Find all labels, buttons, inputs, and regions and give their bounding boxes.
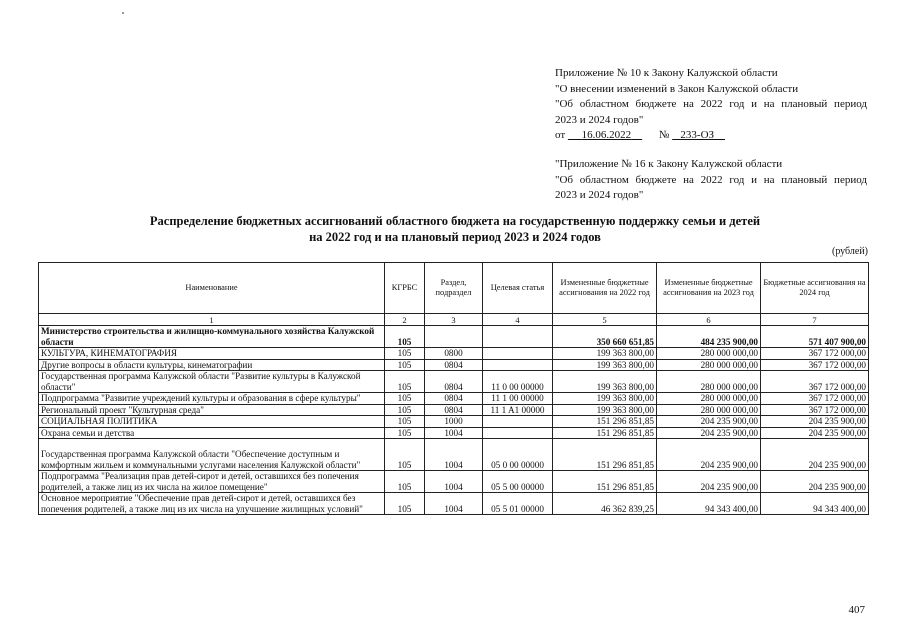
row-kgrbs: 105 — [385, 371, 425, 393]
row-2023: 280 000 000,00 — [657, 404, 761, 416]
column-number: 5 — [553, 314, 657, 326]
unit-label: (рублей) — [831, 246, 868, 257]
row-2023: 204 235 900,00 — [657, 471, 761, 493]
row-2024: 204 235 900,00 — [761, 416, 869, 428]
row-2023: 280 000 000,00 — [657, 393, 761, 405]
row-2024: 367 172 000,00 — [761, 371, 869, 393]
annex-original-line1: "Приложение № 16 к Закону Калужской области — [555, 158, 783, 170]
column-number: 2 — [385, 314, 425, 326]
column-number: 3 — [425, 314, 483, 326]
row-2024: 367 172 000,00 — [761, 359, 869, 371]
row-2023: 484 235 900,00 — [657, 326, 761, 348]
row-2022: 199 363 800,00 — [553, 393, 657, 405]
row-name: Охрана семьи и детства — [39, 427, 385, 439]
table-row — [39, 348, 869, 360]
row-name: Подпрограмма "Развитие учреждений культуры и образования в сфере культуры" — [39, 393, 385, 405]
header-2024: Бюджетные ассигнования на 2024 год — [761, 263, 869, 314]
row-section: 1004 — [425, 471, 483, 493]
row-target — [483, 427, 553, 439]
annex-current-line4: 2023 и 2024 годов" — [555, 113, 644, 126]
row-2022: 151 296 851,85 — [553, 471, 657, 493]
scan-speck — [122, 12, 124, 14]
row-name: КУЛЬТУРА, КИНЕМАТОГРАФИЯ — [39, 348, 385, 360]
row-kgrbs: 105 — [385, 416, 425, 428]
annex-original-line3: 2023 и 2024 годов" — [555, 189, 644, 201]
page-number: 407 — [848, 604, 865, 616]
annex-current-line1: Приложение № 10 к Закону Калужской области — [555, 67, 778, 79]
row-section — [425, 326, 483, 348]
annex-number: 233-ОЗ — [680, 129, 715, 141]
row-section: 1004 — [425, 493, 483, 515]
column-number: 1 — [39, 314, 385, 326]
table-row — [39, 427, 869, 439]
row-name: Подпрограмма "Реализация прав детей-сирот и детей, оставшихся без попечения родителей, а также лиц из их числа на жилое помещение" — [39, 471, 385, 493]
table-row — [39, 439, 869, 471]
row-kgrbs: 105 — [385, 471, 425, 493]
table-row — [39, 493, 869, 515]
row-2024: 571 407 900,00 — [761, 326, 869, 348]
column-number: 7 — [761, 314, 869, 326]
row-2022: 151 296 851,85 — [553, 439, 657, 471]
table-row — [39, 416, 869, 428]
header-2023: Измененные бюджетные ассигнования на 2023 год — [657, 263, 761, 314]
row-target — [483, 359, 553, 371]
table-row — [39, 471, 869, 493]
annex-current-line3: "Об областном бюджете на 2022 год и на плановый период — [555, 98, 867, 110]
number-prefix: № — [658, 129, 670, 141]
row-name: Основное мероприятие "Обеспечение прав детей-сирот и детей, оставшихся без попечения родителей, а также лиц из их числа на улучшение жилищных условий" — [39, 493, 385, 515]
row-target: 05 0 00 00000 — [483, 439, 553, 471]
column-number: 4 — [483, 314, 553, 326]
row-2024: 94 343 400,00 — [761, 493, 869, 515]
row-name: СОЦИАЛЬНАЯ ПОЛИТИКА — [39, 416, 385, 428]
row-2023: 280 000 000,00 — [657, 371, 761, 393]
row-2022: 199 363 800,00 — [553, 359, 657, 371]
row-2024: 367 172 000,00 — [761, 404, 869, 416]
row-section: 0804 — [425, 404, 483, 416]
title-line2: на 2022 год и на плановый период 2023 и 2024 годов — [309, 230, 601, 244]
row-name: Региональный проект "Культурная среда" — [39, 404, 385, 416]
row-2022: 199 363 800,00 — [553, 348, 657, 360]
table-row — [39, 371, 869, 393]
row-target — [483, 348, 553, 360]
row-section: 0804 — [425, 359, 483, 371]
row-2023: 280 000 000,00 — [657, 359, 761, 371]
row-section: 1004 — [425, 439, 483, 471]
row-kgrbs: 105 — [385, 427, 425, 439]
row-kgrbs: 105 — [385, 359, 425, 371]
row-kgrbs: 105 — [385, 326, 425, 348]
row-target: 11 0 00 00000 — [483, 371, 553, 393]
header-2022: Измененные бюджетные ассигнования на 2022 год — [553, 263, 657, 314]
annex-original-line2: "Об областном бюджете на 2022 год и на плановый период — [555, 173, 867, 186]
row-2024: 204 235 900,00 — [761, 427, 869, 439]
annex-current-line2: "О внесении изменений в Закон Калужской области — [555, 82, 799, 95]
header-name: Наименование — [39, 263, 385, 314]
row-name: Государственная программа Калужской области "Обеспечение доступным и комфортным жильем и коммунальными услугами населения Калужской области" — [39, 439, 385, 471]
annex-current-date-line — [555, 128, 867, 144]
column-number: 6 — [657, 314, 761, 326]
row-2023: 280 000 000,00 — [657, 348, 761, 360]
row-2024: 204 235 900,00 — [761, 471, 869, 493]
title-line1: Распределение бюджетных ассигнований областного бюджета на государственную поддержку семьи и детей — [149, 214, 761, 228]
row-name: Государственная программа Калужской области "Развитие культуры в Калужской области" — [39, 371, 385, 393]
annex-date: 16.06.2022 — [581, 129, 632, 141]
row-section: 0804 — [425, 371, 483, 393]
row-section: 0800 — [425, 348, 483, 360]
row-section: 0804 — [425, 393, 483, 405]
row-2022: 199 363 800,00 — [553, 404, 657, 416]
budget-table — [38, 262, 869, 515]
document-title — [100, 213, 810, 245]
table-row — [39, 393, 869, 405]
table-row — [39, 326, 869, 348]
table-row — [39, 359, 869, 371]
row-section: 1000 — [425, 416, 483, 428]
annex-current — [555, 66, 867, 144]
row-kgrbs: 105 — [385, 439, 425, 471]
row-2023: 94 343 400,00 — [657, 493, 761, 515]
row-2022: 151 296 851,85 — [553, 427, 657, 439]
row-target: 05 5 00 00000 — [483, 471, 553, 493]
table-row — [39, 404, 869, 416]
row-2024: 204 235 900,00 — [761, 439, 869, 471]
row-kgrbs: 105 — [385, 493, 425, 515]
header-row — [39, 263, 869, 314]
column-number-row — [39, 314, 869, 326]
row-target: 11 1 00 00000 — [483, 393, 553, 405]
header-kgrbs: КГРБС — [385, 263, 425, 314]
row-2023: 204 235 900,00 — [657, 416, 761, 428]
row-target: 11 1 A1 00000 — [483, 404, 553, 416]
row-section: 1004 — [425, 427, 483, 439]
row-2022: 151 296 851,85 — [553, 416, 657, 428]
annex-original — [555, 157, 867, 204]
row-target — [483, 416, 553, 428]
row-name: Другие вопросы в области культуры, кинематографии — [39, 359, 385, 371]
header-section: Раздел, подраздел — [425, 263, 483, 314]
row-2022: 46 362 839,25 — [553, 493, 657, 515]
row-kgrbs: 105 — [385, 348, 425, 360]
row-2023: 204 235 900,00 — [657, 427, 761, 439]
table-body — [39, 326, 869, 515]
row-name: Министерство строительства и жилищно-коммунального хозяйства Калужской области — [39, 326, 385, 348]
row-2022: 199 363 800,00 — [553, 371, 657, 393]
row-2022: 350 660 651,85 — [553, 326, 657, 348]
date-prefix: от — [555, 129, 566, 141]
row-target — [483, 326, 553, 348]
row-2023: 204 235 900,00 — [657, 439, 761, 471]
row-kgrbs: 105 — [385, 404, 425, 416]
row-2024: 367 172 000,00 — [761, 348, 869, 360]
row-2024: 367 172 000,00 — [761, 393, 869, 405]
row-target: 05 5 01 00000 — [483, 493, 553, 515]
header-target: Целевая статья — [483, 263, 553, 314]
row-kgrbs: 105 — [385, 393, 425, 405]
